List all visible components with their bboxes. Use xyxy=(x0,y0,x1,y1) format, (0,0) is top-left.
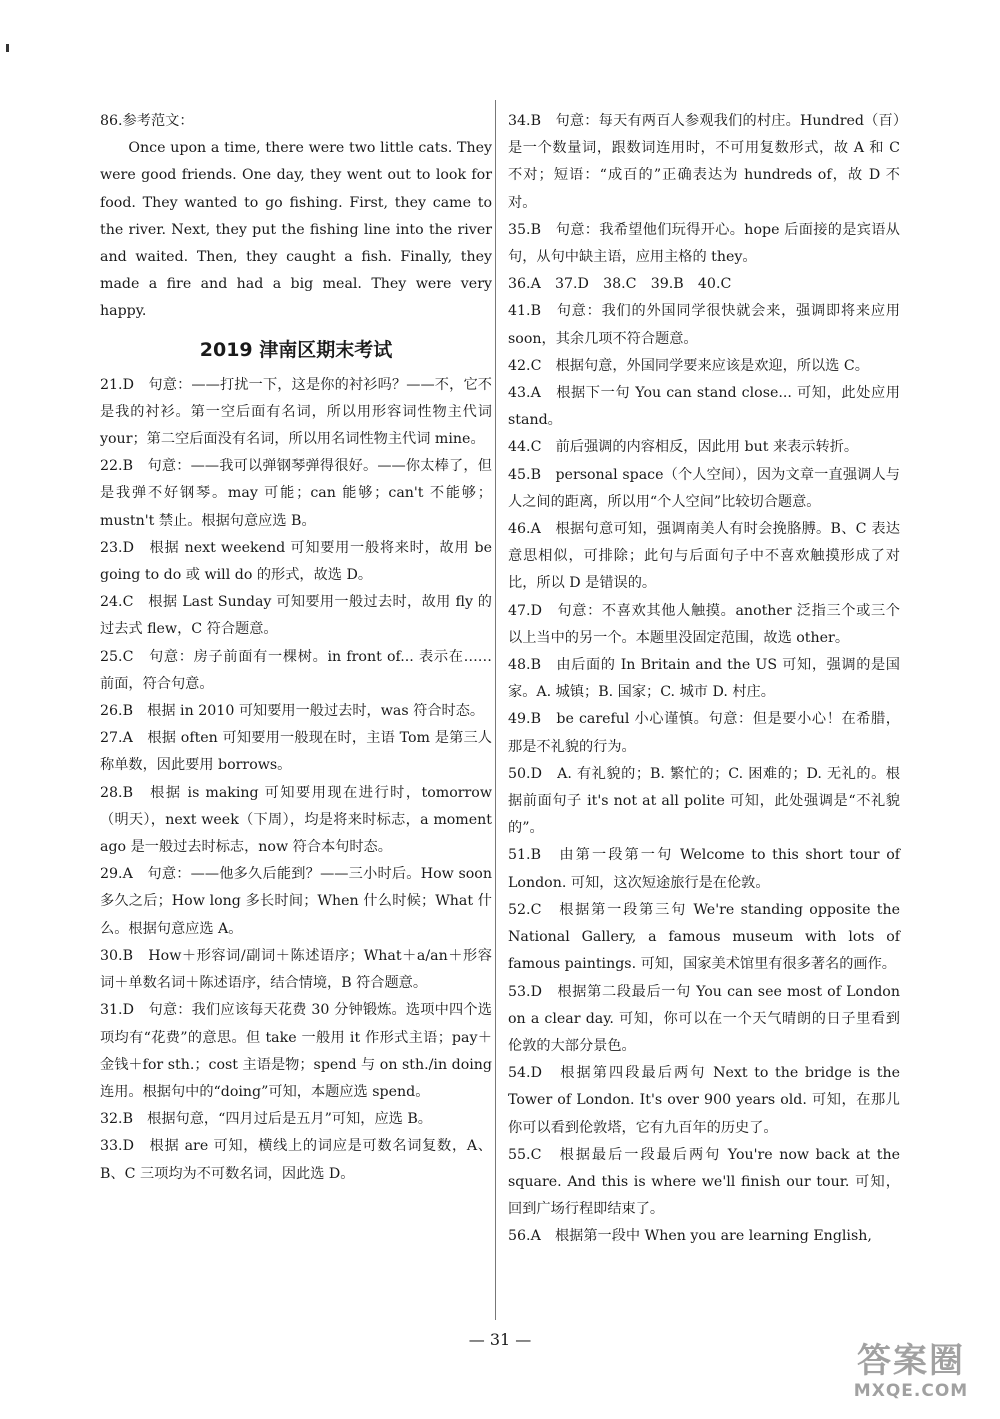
answer-item: 51.B 由第一段第一句 Welcome to this short tour of London. 可知，这次短途旅行是在伦敦。 xyxy=(508,847,900,891)
answer-item: 45.B personal space（个人空间），因为文章一直强调人与人之间的距离，所以用“个人空间”比较切合题意。 xyxy=(508,466,900,510)
answer-item: 53.D 根据第二段最后一句 You can see most of London on a clear day. 可知，你可以在一个天气晴朗的日子里看到伦敦的大部分景色。 xyxy=(508,983,900,1054)
answer-item: 48.B 由后面的 In Britain and the US 可知，强调的是国家。A. 城镇；B. 国家；C. 城市 D. 村庄。 xyxy=(508,657,900,701)
left-column xyxy=(100,108,492,1188)
answer-item: 43.A 根据下一句 You can stand close... 可知，此处应用 stand。 xyxy=(508,385,900,429)
answer-item: 30.B How＋形容词/副词＋陈述语序；What＋a/an＋形容词＋单数名词＋陈述语序，结合情境，B 符合题意。 xyxy=(100,947,492,992)
answer-item: 36.A 37.D 38.C 39.B 40.C xyxy=(508,276,732,293)
answer-item: 52.C 根据第一段第三句 We're standing opposite the National Gallery, a famous museum with lots of famous paintings. 可知，国家美术馆里有很多著名的画作。 xyxy=(508,901,900,973)
answer-item: 46.A 根据句意可知，强调南美人有时会挽胳膊。B、C 表达意思相似，可排除；此句与后面句子中不喜欢触摸形成了对比，所以 D 是错误的。 xyxy=(508,521,900,592)
answer-item: 55.C 根据最后一段最后两句 You're now back at the square. And this is where we'll finish our tour. 可知，回到广场行程即结束了。 xyxy=(508,1146,900,1218)
page-number: — 31 — xyxy=(468,1330,532,1349)
answer-item: 34.B 句意：每天有两百人参观我们的村庄。Hundred（百）是一个数量词，跟数词连用时，不可用复数形式，故 A 和 C 不对；短语：“成百的”正确表达为 hundreds of，故 D 不对。 xyxy=(508,113,900,211)
answer-item: 27.A 根据 often 可知要用一般现在时，主语 Tom 是第三人称单数，因此要用 borrows。 xyxy=(100,730,492,774)
answer-item: 33.D 根据 are 可知，横线上的词应是可数名词复数，A、B、C 三项均为不可数名词，因此选 D。 xyxy=(100,1138,492,1182)
answer-item: 49.B be careful 小心谨慎。句意：但是要小心！在希腊，那是不礼貌的行为。 xyxy=(508,711,900,755)
answer-item: 24.C 根据 Last Sunday 可知要用一般过去时，故用 fly 的过去式 flew，C 符合题意。 xyxy=(100,594,492,638)
answer-item: 21.D 句意：——打扰一下，这是你的衬衫吗？——不，它不是我的衬衫。第一空后面有名词，所以用形容词性物主代词 your；第二空后面没有名词，所以用名词性物主代词 mine。 xyxy=(100,376,492,448)
sample-essay-paragraph: Once upon a time, there were two little cats. They were good friends. One day, they went out to look for food. They wanted to go fishing. First, they came to the river. Next, they put the fishing line into the river and waited. Then, they caught a fish. Finally, they made a fire and had a big meal. They were very happy. xyxy=(100,140,492,320)
answer-item: 22.B 句意：——我可以弹钢琴弹得很好。——你太棒了，但是我弹不好钢琴。may 可能；can 能够；can't 不能够；mustn't 禁止。根据句意应选 B。 xyxy=(100,458,492,529)
right-column xyxy=(508,108,900,1251)
answer-item: 42.C 根据句意，外国同学要来应该是欢迎，所以选 C。 xyxy=(508,357,869,374)
watermark-text-url: MXQE.COM xyxy=(853,1381,969,1401)
answer-item: 32.B 根据句意，“四月过后是五月”可知，应选 B。 xyxy=(100,1111,432,1128)
essay-heading: 86.参考范文： xyxy=(100,113,194,129)
right-answer-list xyxy=(508,108,900,1251)
site-watermark-logo xyxy=(836,1341,986,1411)
answer-item: 50.D A. 有礼貌的；B. 繁忙的；C. 困难的；D. 无礼的。根据前面句子 it's not at all polite 可知，此处强调是“不礼貌的”。 xyxy=(508,765,900,837)
section-title: 2019 津南区期末考试 xyxy=(199,338,393,361)
answer-item: 47.D 句意：不喜欢其他人触摸。another 泛指三个或三个以上当中的另一个。本题里没固定范围，故选 other。 xyxy=(508,602,900,646)
answer-item: 44.C 前后强调的内容相反，因此用 but 来表示转折。 xyxy=(508,439,859,456)
left-answer-list xyxy=(100,372,492,1188)
answer-item: 41.B 句意：我们的外国同学很快就会来，强调即将来应用 soon，其余几项不符合题意。 xyxy=(508,303,900,347)
column-divider xyxy=(495,100,496,1320)
answer-item: 28.B 根据 is making 可知要用现在进行时，tomorrow（明天），next week（下周），均是将来时标志，a moment ago 是一般过去时标志，now 符合本句时态。 xyxy=(100,784,492,856)
answer-item: 31.D 句意：我们应该每天花费 30 分钟锻炼。选项中四个选项均有“花费”的意思。但 take 一般用 it 作形式主语；pay＋金钱＋for sth.；cost 主语是物；spend 与 on sth./in doing 连用。根据句中的“doing”可知，本题应选 spend。 xyxy=(100,1002,492,1100)
answer-item: 54.D 根据第四段最后两句 Next to the bridge is the Tower of London. It's over 900 years old. 可知，在那儿你可以看到伦敦塔，它有九百年的历史了。 xyxy=(508,1065,900,1136)
answer-item: 26.B 根据 in 2010 可知要用一般过去时，was 符合时态。 xyxy=(100,703,485,720)
answer-item: 23.D 根据 next weekend 可知要用一般将来时，故用 be going to do 或 will do 的形式，故选 D。 xyxy=(100,539,492,584)
answer-item: 56.A 根据第一段中 When you are learning English, xyxy=(508,1228,872,1245)
answer-item: 35.B 句意：我希望他们玩得开心。hope 后面接的是宾语从句，从句中缺主语，应用主格的 they。 xyxy=(508,221,900,266)
scan-mark xyxy=(6,44,9,52)
answer-item: 25.C 句意：房子前面有一棵树。in front of... 表示在……前面，符合句意。 xyxy=(100,648,492,692)
watermark-text-cn: 答案圈 xyxy=(857,1341,965,1381)
answer-item: 29.A 句意：——他多久后能到？——三小时后。How soon 多久之后；How long 多长时间；When 什么时候；What 什么。根据句意应选 A。 xyxy=(100,866,492,937)
